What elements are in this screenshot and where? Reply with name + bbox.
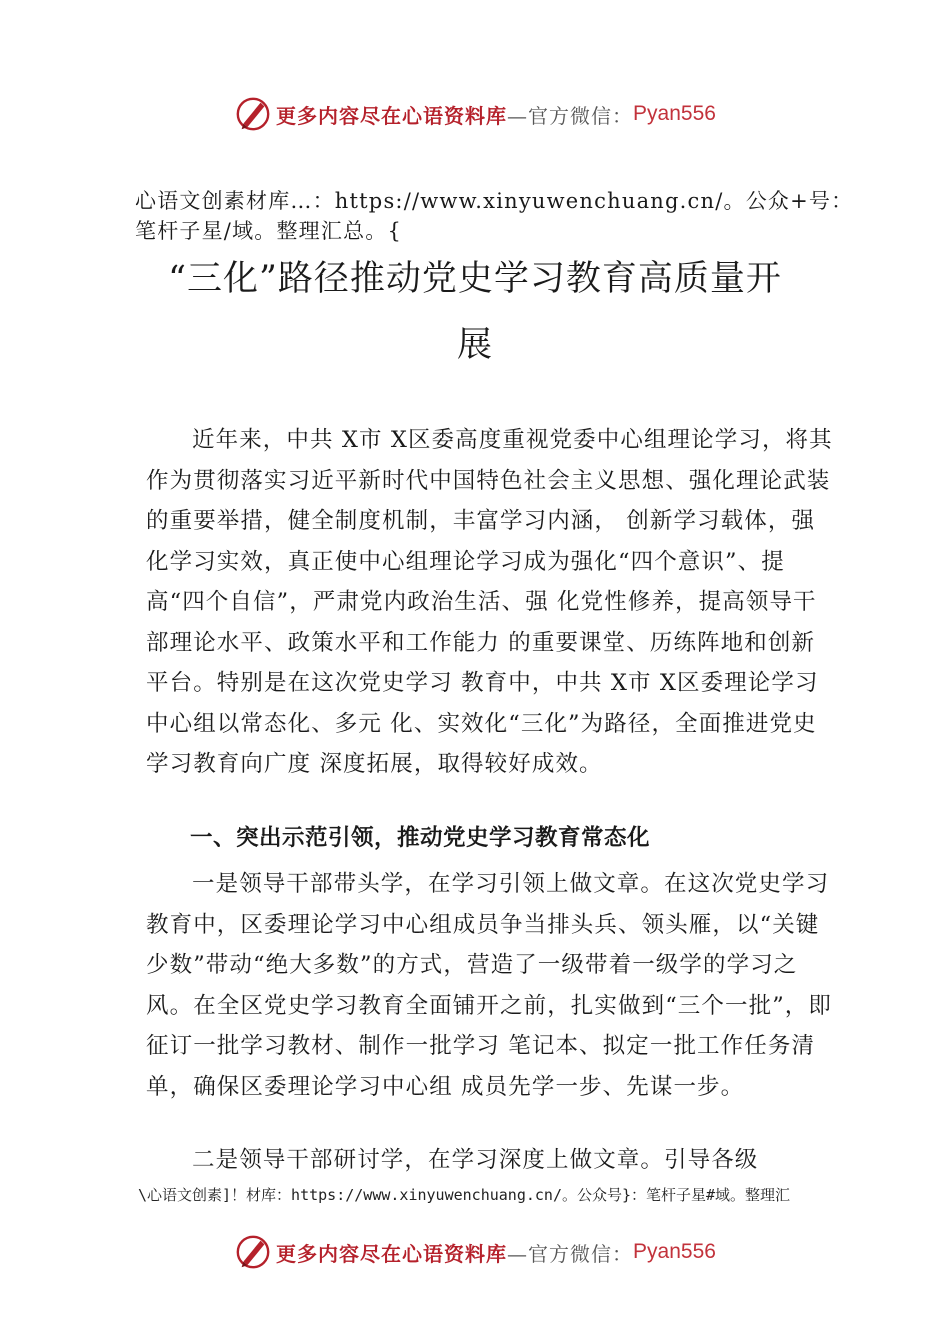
paragraph-2-text: 一是领导干部带头学，在学习引领上做文章。在这次党史学习教育中，区委理论学习中心组成员争当排头兵、领头雁，以“关键少数”带动“绝大多数”的方式，营造了一级带着一级学的学习之风。在全区党史学习教育全面铺开之前，扎实做到“三个一批”，即征订一批学习教材、制作一批学习 笔记本、拟定一批工作任务清单，确保区委理论学习中心组 成员先学一步、先谋一步。 [146,871,833,1100]
banner-wechat-id: Pyan556 [633,102,716,125]
footer-note: \心语文创素]！材库：https://www.xinyuwenchuang.cn/。公众号}：笔杆子星#域。整理汇 [138,1186,791,1204]
title-line-2: 展 [456,325,493,365]
paragraph-2 [146,864,836,1107]
banner-sub-text: —官方微信： [507,103,634,128]
paragraph-3-text: 二是领导干部研讨学，在学习深度上做文章。引导各级 [192,1147,759,1173]
banner-sub-text: —官方微信： [507,1241,634,1266]
title-line-1: “三化”路径推动党史学习教育高质量开 [168,259,782,299]
pen-logo-icon [234,95,272,133]
banner-main-text: 更多内容尽在心语资料库 [276,103,508,128]
pen-logo-icon [234,1233,272,1271]
paragraph-intro-text: 近年来，中共 X市 X区委高度重视党委中心组理论学习，将其作为贯彻落实习近平新时代中国特色社会主义思想、强化理论武装的重要举措，健全制度机制，丰富学习内涵， 创新学习载体，强化学习实效，真正使中心组理论学习成为强化“四个意识”、提高“四个自信”，严肃党内政治生活、强 化党性修养，提高领导干部理论水平、政策水平和工作能力 的重要课堂、历练阵地和创新平台。特别是在这次党史学习 教育中，中共 X市 X区委理论学习中心组以常态化、多元 化、实效化“三化”为路径，全面推进党史学习教育向广度 深度拓展，取得较好成效。 [146,427,833,777]
document-title [0,246,950,378]
banner-main-text: 更多内容尽在心语资料库 [276,1241,508,1266]
paragraph-3 [146,1140,836,1181]
footer-banner [0,1230,950,1274]
header-note: 心语文创素材库…：https://www.xinyuwenchuang.cn/。公众+号：笔杆子星/域。整理汇总。{ [135,189,854,243]
header-banner [0,92,950,136]
paragraph-intro [146,420,836,785]
banner-wechat-id: Pyan556 [633,1240,716,1263]
section-heading-1: 一、突出示范引领，推动党史学习教育常态化 [190,825,651,851]
